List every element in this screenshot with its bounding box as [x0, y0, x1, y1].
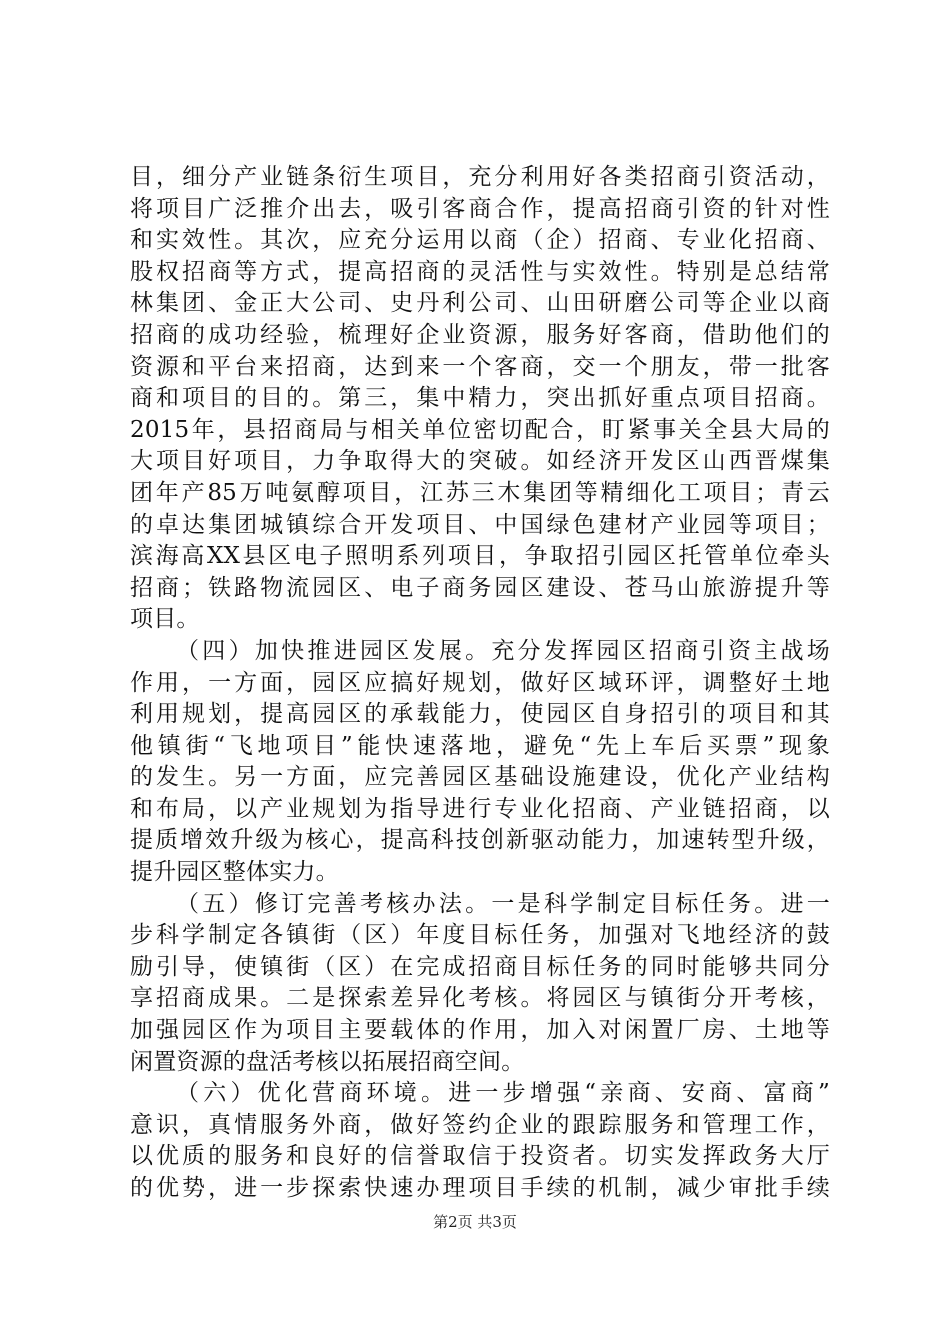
text-line: 的优势，进一步探索快速办理项目手续的机制，减少审批手续 — [130, 1175, 830, 1201]
paragraph-4-heading-line: （四）加快推进园区发展。充分发挥园区招商引资主战场 — [176, 637, 830, 664]
text-line: 提质增效升级为核心，提高科技创新驱动能力，加速转型升级， — [130, 827, 830, 854]
text-line: 商和项目的目的。第三，集中精力，突出抓好重点项目招商。 — [130, 385, 830, 412]
text-line: 享招商成果。二是探索差异化考核。将园区与镇街分开考核， — [130, 985, 830, 1012]
text-line: 的卓达集团城镇综合开发项目、中国绿色建材产业园等项目； — [130, 511, 830, 538]
text-line: 将项目广泛推介出去，吸引客商合作，提高招商引资的针对性 — [130, 195, 830, 222]
text-line: 滨海高XX县区电子照明系列项目，争取招引园区托管单位牵头 — [130, 543, 830, 570]
text-line: 他镇街“飞地项目”能快速落地，避免“先上车后买票”现象 — [130, 732, 830, 759]
text-line: 2015年，县招商局与相关单位密切配合，盯紧事关全县大局的 — [130, 416, 830, 443]
text-line: 林集团、金正大公司、史丹利公司、山田研磨公司等企业以商 — [130, 290, 830, 317]
text-line: 招商的成功经验，梳理好企业资源，服务好客商，借助他们的 — [130, 321, 830, 348]
text-line: 意识，真情服务外商，做好签约企业的跟踪服务和管理工作， — [130, 1111, 830, 1138]
text-line: 股权招商等方式，提高招商的灵活性与实效性。特别是总结常 — [130, 258, 830, 285]
text-line: 项目。 — [130, 606, 200, 633]
text-line: 步科学制定各镇街（区）年度目标任务，加强对飞地经济的鼓 — [130, 922, 830, 949]
text-line: 的发生。另一方面，应完善园区基础设施建设，优化产业结构 — [130, 764, 830, 791]
text-line: 提升园区整体实力。 — [130, 859, 339, 886]
paragraph-5-heading-line: （五）修订完善考核办法。一是科学制定目标任务。进一 — [176, 890, 830, 917]
text-line: 加强园区作为项目主要载体的作用，加入对闲置厂房、土地等 — [130, 1017, 830, 1044]
page-footer: 第2页 共3页 — [433, 1213, 517, 1231]
text-line: 和布局，以产业规划为指导进行专业化招商、产业链招商，以 — [130, 795, 830, 822]
text-line: 闲置资源的盘活考核以拓展招商空间。 — [130, 1048, 525, 1075]
text-line: 利用规划，提高园区的承载能力，使园区自身招引的项目和其 — [130, 701, 830, 728]
text-line: 和实效性。其次，应充分运用以商（企）招商、专业化招商、 — [130, 227, 830, 254]
text-line: 资源和平台来招商，达到来一个客商，交一个朋友，带一批客 — [130, 353, 830, 380]
text-line: 以优质的服务和良好的信誉取信于投资者。切实发挥政务大厅 — [130, 1143, 830, 1170]
text-line: 大项目好项目，力争取得大的突破。如经济开发区山西晋煤集 — [130, 448, 830, 475]
paragraph-6-heading-line: （六）优化营商环境。进一步增强“亲商、安商、富商” — [176, 1080, 830, 1107]
text-line: 团年产85万吨氨醇项目，江苏三木集团等精细化工项目；青云 — [130, 479, 830, 506]
text-line: 目，细分产业链条衍生项目，充分利用好各类招商引资活动， — [130, 164, 830, 190]
text-line: 招商；铁路物流园区、电子商务园区建设、苍马山旅游提升等 — [130, 574, 830, 601]
text-line: 励引导，使镇街（区）在完成招商目标任务的同时能够共同分 — [130, 953, 830, 980]
document-body — [130, 162, 830, 1205]
text-line: 作用，一方面，园区应搞好规划，做好区域环评，调整好土地 — [130, 669, 830, 696]
